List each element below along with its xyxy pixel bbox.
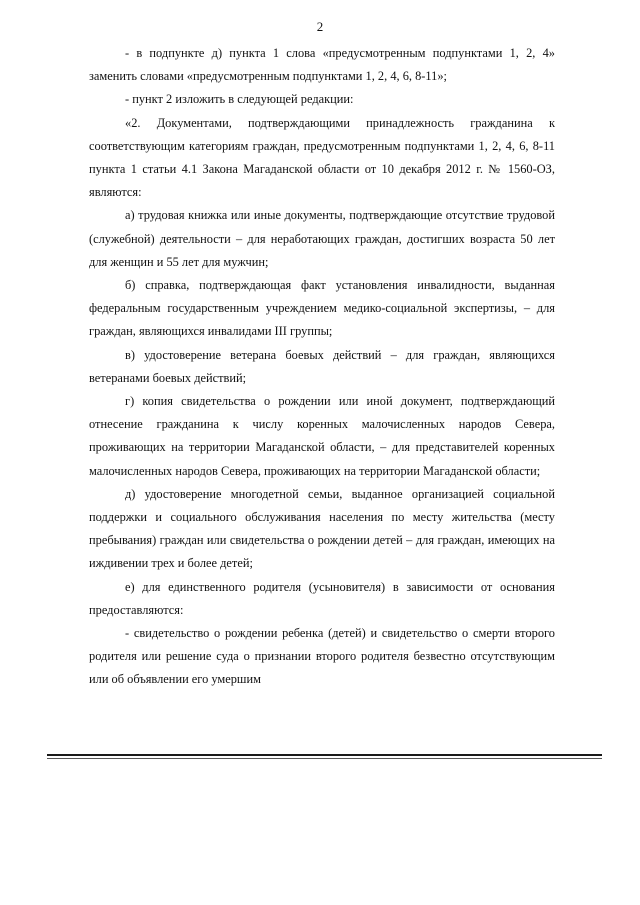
paragraph-item-g: г) копия свидетельства о рождении или иной документ, подтверждающий отнесение гражданина к числу коренных малочисленных народов Севера, проживающих на территории Магаданской области, – для представителей коренных малочисленных народов Севера, проживающих на территории Магаданской области; [89, 394, 555, 478]
page-number: 2 [316, 19, 324, 34]
document-body [89, 42, 555, 692]
paragraph-item-d: д) удостоверение многодетной семьи, выданное организацией социальной поддержки и социального обслуживания населения по месту жительства (месту пребывания) граждан или свидетельства о рождении детей – для граждан, имеющих на иждивении трех и более детей; [89, 486, 555, 571]
paragraph-item-e-sub: - свидетельство о рождении ребенка (детей) и свидетельство о смерти второго родителя или решение суда о признании второго родителя безвестно отсутствующим или об объявлении его умершим [89, 626, 555, 687]
scan-edge-line [47, 754, 602, 756]
scan-edge-line-shadow [47, 758, 602, 759]
paragraph-amend-subpoint-d: - в подпункте д) пункта 1 слова «предусмотренным подпунктами 1, 2, 4» заменить словами «предусмотренным подпунктами 1, 2, 4, 6, 8-11»; [89, 46, 555, 84]
paragraph-point-2-intro: - пункт 2 изложить в следующей редакции: [125, 92, 354, 107]
paragraph-item-a: а) трудовая книжка или иные документы, подтверждающие отсутствие трудовой (служебной) деятельности – для неработающих граждан, достигших возраста 50 лет для женщин и 55 лет для мужчин; [89, 208, 555, 269]
paragraph-item-e: е) для единственного родителя (усыновителя) в зависимости от основания предоставляются: [89, 579, 555, 617]
paragraph-item-b: б) справка, подтверждающая факт установления инвалидности, выданная федеральным государственным учреждением медико-социальной экспертизы, – для граждан, являющихся инвалидами III группы; [89, 278, 555, 339]
paragraph-item-v: в) удостоверение ветерана боевых действий – для граждан, являющихся ветеранами боевых действий; [89, 347, 555, 385]
paragraph-documents-list-intro: «2. Документами, подтверждающими принадлежность гражданина к соответствующим категориям граждан, предусмотренным подпунктами 1, 2, 4, 6, 8-11 пункта 1 статьи 4.1 Закона Магаданской области от 10 декабря 2012 г. № 1560-ОЗ, являются: [89, 115, 555, 200]
